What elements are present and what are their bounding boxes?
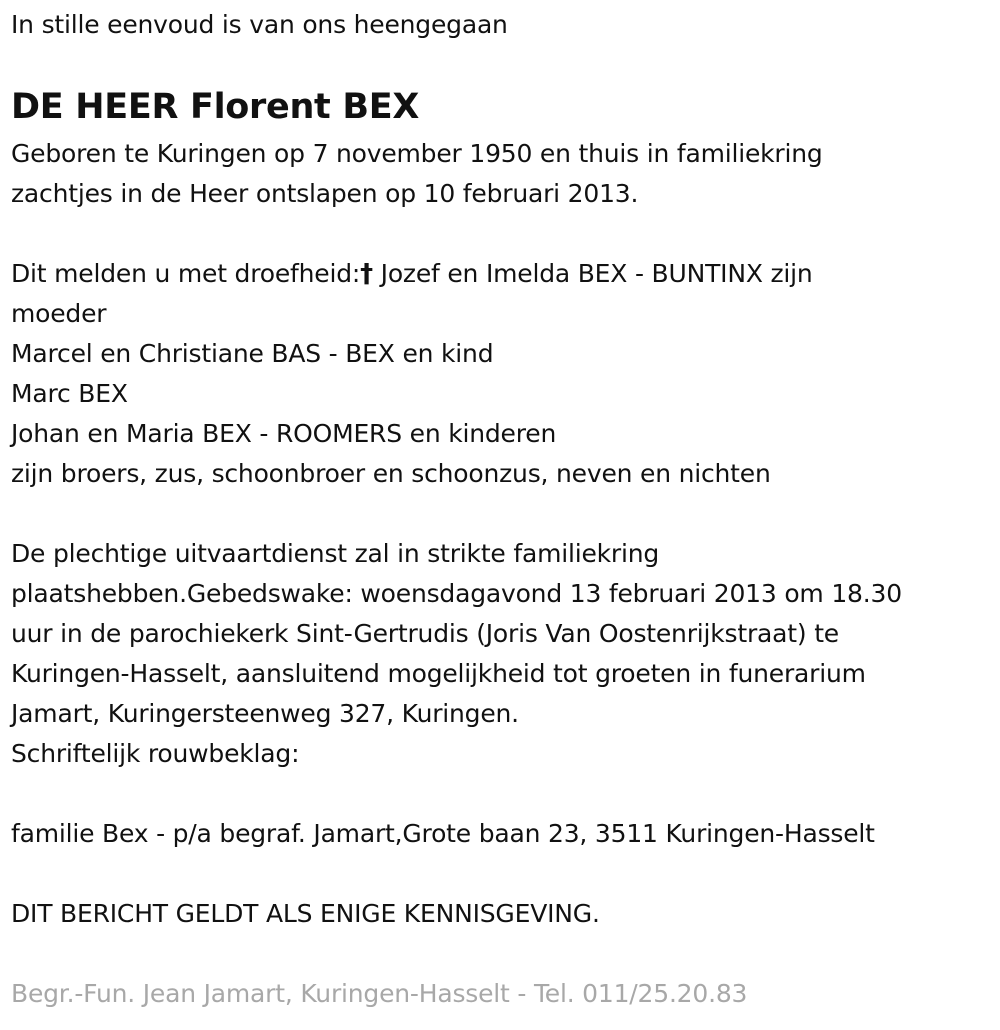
announcers-first-rest: Jozef en Imelda BEX - BUNTINX zijn bbox=[372, 259, 813, 288]
service-line-5: Jamart, Kuringersteenweg 327, Kuringen. bbox=[11, 699, 519, 728]
deceased-name-heading: DE HEER Florent BEX bbox=[11, 87, 420, 127]
announcers-line-1 bbox=[11, 254, 813, 294]
announcers-line-6: zijn broers, zus, schoonbroer en schoonzus, neven en nichten bbox=[11, 459, 771, 488]
funeral-home-footer: Begr.-Fun. Jean Jamart, Kuringen-Hasselt - Tel. 011/25.20.83 bbox=[11, 979, 748, 1008]
birth-line-2: zachtjes in de Heer ontslapen op 10 februari 2013. bbox=[11, 179, 639, 208]
service-line-2: plaatshebben.Gebedswake: woensdagavond 13 februari 2013 om 18.30 bbox=[11, 579, 902, 608]
notice-line: DIT BERICHT GELDT ALS ENIGE KENNISGEVING. bbox=[11, 899, 600, 928]
address-line: familie Bex - p/a begraf. Jamart,Grote baan 23, 3511 Kuringen-Hasselt bbox=[11, 819, 875, 848]
service-line-4: Kuringen-Hasselt, aansluitend mogelijkheid tot groeten in funerarium bbox=[11, 659, 866, 688]
announcers-paragraph bbox=[11, 254, 813, 494]
service-line-3: uur in de parochiekerk Sint-Gertrudis (Joris Van Oostenrijkstraat) te bbox=[11, 619, 839, 648]
birth-line-1: Geboren te Kuringen op 7 november 1950 en thuis in familiekring bbox=[11, 139, 823, 168]
service-line-1: De plechtige uitvaartdienst zal in strikte familiekring bbox=[11, 539, 660, 568]
service-line-6: Schriftelijk rouwbeklag: bbox=[11, 739, 300, 768]
intro-line: In stille eenvoud is van ons heengegaan bbox=[11, 10, 508, 39]
announcers-line-2: moeder bbox=[11, 299, 107, 328]
notice-statement bbox=[11, 894, 600, 934]
announcers-line-4: Marc BEX bbox=[11, 379, 128, 408]
cross-icon: † bbox=[360, 259, 373, 289]
announcers-lead: Dit melden u met droefheid: bbox=[11, 259, 361, 288]
announcers-line-5: Johan en Maria BEX - ROOMERS en kinderen bbox=[11, 419, 557, 448]
announcers-line-3: Marcel en Christiane BAS - BEX en kind bbox=[11, 339, 494, 368]
service-paragraph bbox=[11, 534, 902, 774]
condolence-address bbox=[11, 814, 875, 854]
birth-death-paragraph bbox=[11, 134, 823, 214]
